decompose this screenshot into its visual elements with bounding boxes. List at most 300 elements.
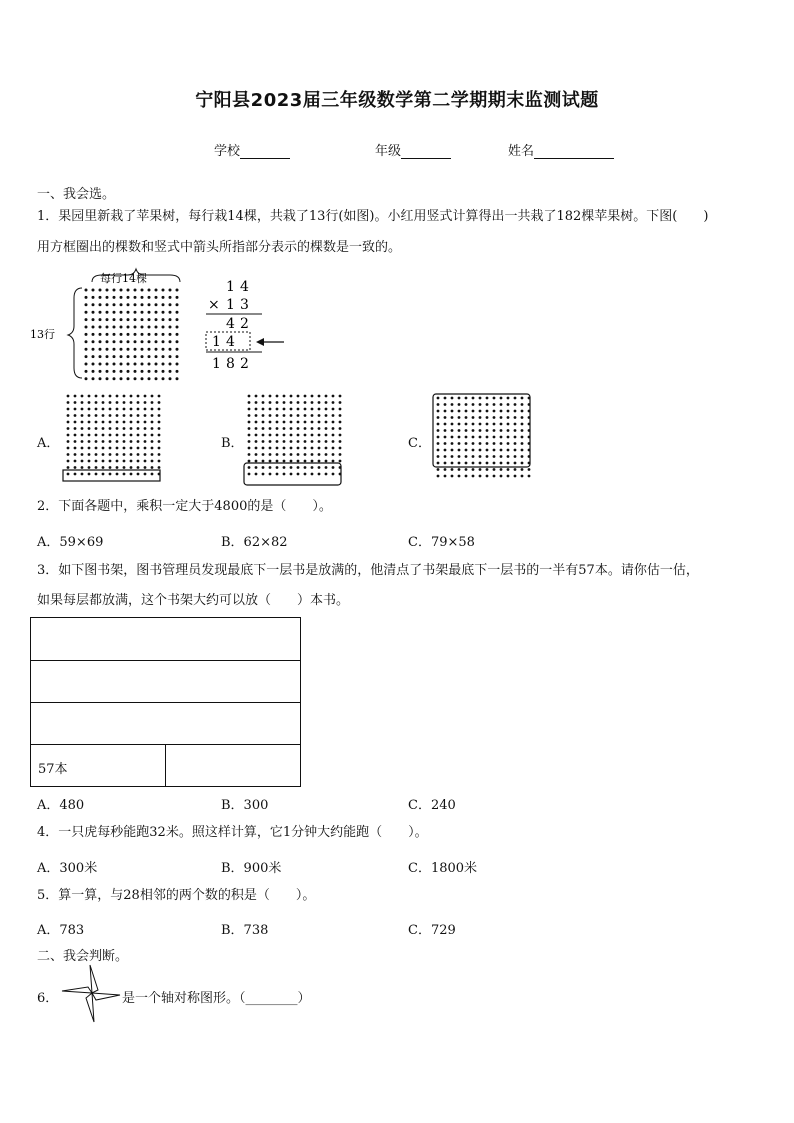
- name-field[interactable]: [508, 140, 614, 159]
- dot: [127, 340, 130, 343]
- dot: [102, 473, 105, 476]
- name-blank[interactable]: [534, 144, 614, 159]
- dot: [262, 440, 265, 443]
- dot: [276, 395, 279, 398]
- dot: [85, 355, 88, 358]
- dot: [458, 416, 461, 419]
- dot: [297, 408, 300, 411]
- dot: [290, 401, 293, 404]
- dot: [116, 466, 119, 469]
- dot: [92, 326, 95, 329]
- dot: [465, 462, 468, 465]
- dot: [311, 408, 314, 411]
- dot: [106, 289, 109, 292]
- dot: [332, 414, 335, 417]
- dot: [500, 455, 503, 458]
- dot: [155, 289, 158, 292]
- dot: [444, 416, 447, 419]
- dot: [465, 397, 468, 400]
- dot: [134, 289, 137, 292]
- dot: [130, 421, 133, 424]
- dot: [95, 440, 98, 443]
- dot: [521, 410, 524, 413]
- q3-option-c[interactable]: C．240: [408, 798, 456, 813]
- dot: [88, 408, 91, 411]
- dot: [444, 429, 447, 432]
- dot: [67, 440, 70, 443]
- dot: [514, 462, 517, 465]
- dot: [130, 414, 133, 417]
- dot: [325, 473, 328, 476]
- dot: [248, 421, 251, 424]
- q1-line2: 用方框圈出的棵数和竖式中箭头所指部分表示的棵数是一致的。: [37, 240, 402, 255]
- calc-top-digit-1: 1: [226, 279, 235, 295]
- dot: [130, 466, 133, 469]
- dot: [155, 355, 158, 358]
- dot: [262, 414, 265, 417]
- dot: [444, 423, 447, 426]
- q2-option-a[interactable]: A．59×69: [37, 535, 104, 550]
- dot: [521, 442, 524, 445]
- dot: [332, 395, 335, 398]
- dot: [74, 414, 77, 417]
- dot: [507, 416, 510, 419]
- dot: [507, 475, 510, 478]
- dot: [127, 363, 130, 366]
- dot: [74, 473, 77, 476]
- dot: [276, 473, 279, 476]
- dot: [311, 401, 314, 404]
- dot: [116, 427, 119, 430]
- dot: [325, 421, 328, 424]
- dot: [304, 434, 307, 437]
- dot: [297, 460, 300, 463]
- dot: [176, 377, 179, 380]
- dot: [269, 434, 272, 437]
- dot: [290, 460, 293, 463]
- dot: [479, 449, 482, 452]
- dot: [137, 460, 140, 463]
- dot: [99, 311, 102, 314]
- pinwheel-blade-4: [62, 987, 92, 993]
- dot: [451, 449, 454, 452]
- dot: [120, 348, 123, 351]
- dot: [332, 408, 335, 411]
- q1-orchard-figure: [30, 266, 190, 384]
- dot: [269, 440, 272, 443]
- dot: [332, 460, 335, 463]
- dot: [248, 473, 251, 476]
- dot: [151, 427, 154, 430]
- dot: [276, 434, 279, 437]
- dot: [451, 462, 454, 465]
- dot: [102, 395, 105, 398]
- calc-partial2-digit-2: 4: [226, 334, 235, 350]
- dot: [465, 475, 468, 478]
- dot: [318, 466, 321, 469]
- q2-option-c[interactable]: C．79×58: [408, 535, 475, 550]
- dot: [102, 401, 105, 404]
- dot: [255, 421, 258, 424]
- dot: [500, 410, 503, 413]
- dot: [123, 434, 126, 437]
- dot: [311, 414, 314, 417]
- arrow-head-icon: [256, 338, 264, 346]
- dot: [290, 434, 293, 437]
- dot: [311, 466, 314, 469]
- dot: [444, 397, 447, 400]
- shelf-divider-2: [31, 702, 300, 703]
- dot: [297, 401, 300, 404]
- dot: [283, 395, 286, 398]
- dot: [304, 473, 307, 476]
- dot: [95, 447, 98, 450]
- q3-option-a[interactable]: A．480: [37, 798, 85, 813]
- dot: [144, 466, 147, 469]
- dot: [144, 414, 147, 417]
- dot: [92, 363, 95, 366]
- dot: [137, 440, 140, 443]
- option-c-dots: [437, 397, 531, 478]
- dot: [486, 442, 489, 445]
- q1-option-a-label[interactable]: A．: [37, 436, 60, 451]
- dot: [451, 397, 454, 400]
- dot: [116, 434, 119, 437]
- dot: [458, 423, 461, 426]
- dot: [472, 403, 475, 406]
- dot: [162, 363, 165, 366]
- dot: [465, 410, 468, 413]
- dot: [486, 416, 489, 419]
- dot: [148, 318, 151, 321]
- dot: [276, 440, 279, 443]
- dot: [248, 460, 251, 463]
- dot: [127, 377, 130, 380]
- dot: [67, 408, 70, 411]
- dot: [176, 333, 179, 336]
- dot: [169, 355, 172, 358]
- dot: [67, 414, 70, 417]
- dot: [262, 460, 265, 463]
- dot: [123, 447, 126, 450]
- dot: [120, 296, 123, 299]
- dot: [500, 449, 503, 452]
- dot: [120, 303, 123, 306]
- dot: [99, 370, 102, 373]
- dot: [248, 440, 251, 443]
- grade-field[interactable]: [375, 140, 451, 159]
- dot-grid-14x13: [85, 289, 179, 381]
- dot: [332, 427, 335, 430]
- dot: [158, 421, 161, 424]
- dot: [85, 326, 88, 329]
- dot: [493, 397, 496, 400]
- dot: [134, 363, 137, 366]
- dot: [276, 460, 279, 463]
- dot: [74, 434, 77, 437]
- q3-option-b[interactable]: B．300: [221, 798, 269, 813]
- q5-option-a[interactable]: A．783: [37, 923, 85, 938]
- dot: [472, 429, 475, 432]
- dot: [304, 395, 307, 398]
- dot: [493, 416, 496, 419]
- dot: [255, 395, 258, 398]
- dot: [123, 427, 126, 430]
- dot: [479, 455, 482, 458]
- dot: [130, 473, 133, 476]
- vertical-calculation: [200, 272, 290, 376]
- calc-mult-digit-1: 1: [226, 297, 235, 313]
- dot: [67, 434, 70, 437]
- dot: [304, 440, 307, 443]
- dot: [92, 318, 95, 321]
- dot: [297, 395, 300, 398]
- dot: [486, 462, 489, 465]
- dot: [92, 340, 95, 343]
- dot: [95, 427, 98, 430]
- dot: [92, 370, 95, 373]
- dot: [248, 453, 251, 456]
- dot: [67, 473, 70, 476]
- dot: [332, 473, 335, 476]
- dot: [141, 377, 144, 380]
- dot: [127, 348, 130, 351]
- dot: [88, 453, 91, 456]
- dot: [130, 447, 133, 450]
- dot: [304, 466, 307, 469]
- dot: [81, 473, 84, 476]
- dot: [444, 462, 447, 465]
- dot: [332, 466, 335, 469]
- dot: [297, 414, 300, 417]
- dot: [521, 436, 524, 439]
- dot: [148, 348, 151, 351]
- dot: [290, 395, 293, 398]
- q4-option-b[interactable]: B．900米: [221, 861, 282, 876]
- dot: [99, 326, 102, 329]
- dot: [134, 311, 137, 314]
- dot: [318, 408, 321, 411]
- dot: [85, 303, 88, 306]
- dot: [144, 434, 147, 437]
- dot: [137, 395, 140, 398]
- dot: [451, 475, 454, 478]
- dot: [311, 434, 314, 437]
- dot: [479, 475, 482, 478]
- dot: [92, 303, 95, 306]
- school-blank[interactable]: [240, 144, 290, 159]
- dot: [248, 466, 251, 469]
- dot: [283, 440, 286, 443]
- dot: [176, 363, 179, 366]
- dot: [514, 442, 517, 445]
- dot: [162, 370, 165, 373]
- dot: [155, 318, 158, 321]
- dot: [116, 460, 119, 463]
- dot: [479, 468, 482, 471]
- dot: [102, 440, 105, 443]
- dot: [123, 440, 126, 443]
- calc-mult-digit-2: 3: [240, 297, 249, 313]
- dot: [67, 427, 70, 430]
- dot: [158, 434, 161, 437]
- q1-option-b-label[interactable]: B．: [221, 436, 244, 451]
- q3-line2: 如果每层都放满，这个书架大约可以放（ ）本书。: [37, 593, 350, 608]
- q1-option-a-figure[interactable]: [62, 392, 164, 488]
- grade-label: 年级: [375, 144, 402, 159]
- dot: [472, 449, 475, 452]
- dot: [479, 462, 482, 465]
- dot: [507, 455, 510, 458]
- dot: [109, 447, 112, 450]
- dot: [176, 340, 179, 343]
- dot: [248, 434, 251, 437]
- dot: [521, 468, 524, 471]
- q1-option-c-label[interactable]: C．: [408, 436, 431, 451]
- dot: [81, 460, 84, 463]
- dot: [123, 460, 126, 463]
- dot: [248, 427, 251, 430]
- dot: [155, 303, 158, 306]
- dot: [339, 460, 342, 463]
- dot: [92, 311, 95, 314]
- dot: [144, 447, 147, 450]
- dot: [137, 414, 140, 417]
- dot: [127, 318, 130, 321]
- dot: [169, 333, 172, 336]
- dot: [88, 414, 91, 417]
- dot: [134, 340, 137, 343]
- dot: [85, 333, 88, 336]
- dot: [451, 455, 454, 458]
- dot: [158, 427, 161, 430]
- dot: [444, 410, 447, 413]
- bookshelf-figure: [30, 617, 301, 787]
- dot: [311, 395, 314, 398]
- dot: [169, 377, 172, 380]
- dot: [311, 460, 314, 463]
- dot: [162, 355, 165, 358]
- dot: [109, 473, 112, 476]
- school-field[interactable]: [214, 140, 290, 159]
- dot: [85, 289, 88, 292]
- dot: [325, 427, 328, 430]
- dot: [134, 303, 137, 306]
- dot: [102, 460, 105, 463]
- dot: [290, 421, 293, 424]
- name-label: 姓名: [508, 144, 535, 159]
- dot: [507, 410, 510, 413]
- dot: [437, 397, 440, 400]
- dot: [255, 434, 258, 437]
- dot: [102, 421, 105, 424]
- dot: [130, 434, 133, 437]
- dot: [158, 453, 161, 456]
- dot: [74, 427, 77, 430]
- dot: [283, 414, 286, 417]
- dot: [134, 296, 137, 299]
- dot: [514, 403, 517, 406]
- dot: [269, 421, 272, 424]
- dot: [155, 363, 158, 366]
- dot: [127, 296, 130, 299]
- dot: [74, 466, 77, 469]
- q1-option-b-figure[interactable]: [243, 392, 345, 488]
- calc-result-digit-1: 1: [212, 356, 221, 372]
- dot: [311, 440, 314, 443]
- dot: [99, 303, 102, 306]
- q5-option-c[interactable]: C．729: [408, 923, 456, 938]
- dot: [81, 434, 84, 437]
- dot: [102, 434, 105, 437]
- dot: [444, 436, 447, 439]
- dot: [99, 363, 102, 366]
- dot: [507, 429, 510, 432]
- dot: [500, 429, 503, 432]
- dot: [148, 377, 151, 380]
- dot: [81, 401, 84, 404]
- dot: [472, 410, 475, 413]
- dot: [127, 303, 130, 306]
- dot: [141, 311, 144, 314]
- dot: [304, 408, 307, 411]
- q5-option-b[interactable]: B．738: [221, 923, 269, 938]
- dot: [81, 427, 84, 430]
- q1-option-c-figure[interactable]: [430, 392, 534, 488]
- dot: [123, 453, 126, 456]
- dot: [318, 440, 321, 443]
- dot: [262, 473, 265, 476]
- dot: [521, 429, 524, 432]
- dot: [437, 416, 440, 419]
- dot: [262, 408, 265, 411]
- dot: [67, 395, 70, 398]
- dot: [437, 429, 440, 432]
- q1-line1: 1．果园里新栽了苹果树，每行栽14棵，共栽了13行(如图)。小红用竖式计算得出一共栽了182棵苹果树。下图( ): [37, 209, 709, 224]
- dot: [81, 421, 84, 424]
- dot: [283, 434, 286, 437]
- dot: [176, 348, 179, 351]
- q4-option-c[interactable]: C．1800米: [408, 861, 478, 876]
- dot: [332, 421, 335, 424]
- grade-blank[interactable]: [401, 144, 451, 159]
- dot: [144, 440, 147, 443]
- dot: [514, 449, 517, 452]
- dot: [451, 429, 454, 432]
- dot: [169, 348, 172, 351]
- dot: [325, 447, 328, 450]
- dot: [134, 348, 137, 351]
- dot: [318, 421, 321, 424]
- dot: [92, 348, 95, 351]
- dot: [85, 296, 88, 299]
- dot: [437, 442, 440, 445]
- dot: [486, 423, 489, 426]
- dot: [158, 466, 161, 469]
- dot: [151, 466, 154, 469]
- dot: [137, 453, 140, 456]
- dot: [141, 363, 144, 366]
- q2-option-b[interactable]: B．62×82: [221, 535, 288, 550]
- dot: [141, 370, 144, 373]
- dot: [479, 403, 482, 406]
- dot: [67, 421, 70, 424]
- dot: [332, 447, 335, 450]
- q4-option-a[interactable]: A．300米: [37, 861, 98, 876]
- shelf-divider-1: [31, 660, 300, 661]
- dot: [102, 414, 105, 417]
- dot: [339, 401, 342, 404]
